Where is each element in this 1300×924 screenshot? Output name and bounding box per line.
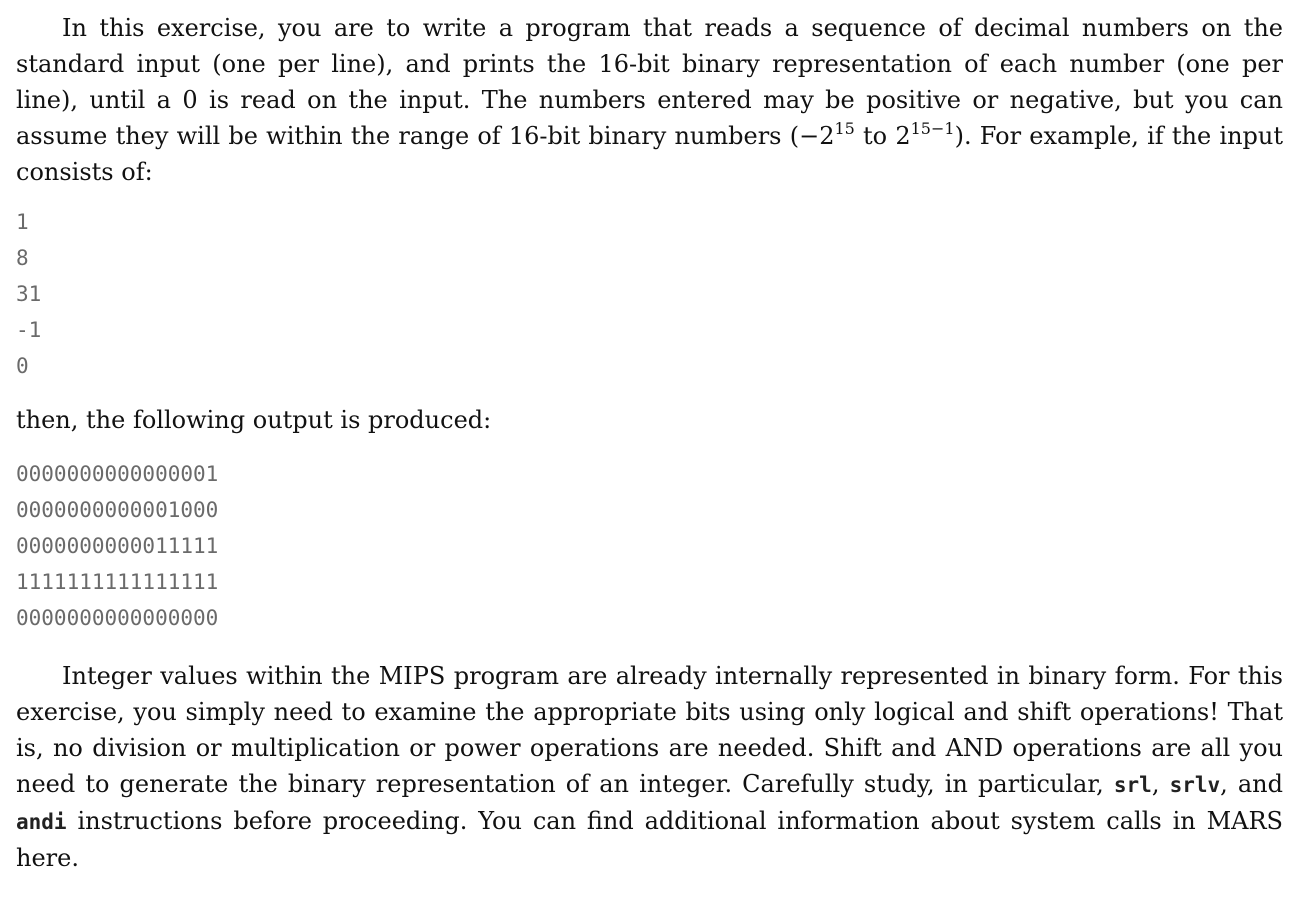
output-line: 0000000000000001 [16,462,219,486]
range-high [895,119,955,150]
input-line: 0 [16,354,29,378]
exercise-document [16,10,1283,876]
explanation-text-end: instructions before proceeding. You can find additional information about system calls in MARS here. [16,807,1283,872]
separator: , [1151,770,1170,798]
output-line: 0000000000001000 [16,498,219,522]
output-example-block [16,456,1283,636]
output-line: 0000000000000000 [16,606,219,630]
range-low-base: −2 [799,122,835,150]
spacer [16,648,1283,658]
intro-text: In this exercise, you are to write a program that reads a sequence of decimal numbers on the standard input (one per line), and prints the 16-bit binary representation of each number (one per line), until a 0 is read on the input. The numbers entered may be positive or negative, but you can assume they will be within the range of 16-bit binary numbers ( [16,14,1283,150]
range-low [799,119,855,150]
intro-text-end: ). For example, if the input consists of: [16,122,1283,186]
range-to-text: to [854,122,896,150]
input-line: 1 [16,210,29,234]
output-line: 1111111111111111 [16,570,219,594]
explanation-text: Integer values within the MIPS program are already internally represented in binary form. For this exercise, you simply need to examine the appropriate bits using only logical and shift operations! That is, no division or multiplication or power operations are needed. Shift and AND operations are all you need to generate the binary representation of an integer. Carefully study, in particular, [16,662,1283,798]
andi-instruction: andi [16,810,67,834]
output-intro-text: then, the following output is produced: [16,406,492,434]
separator: , and [1220,770,1283,798]
explanation-paragraph [16,658,1283,876]
range-high-exponent: 15−1 [910,119,955,138]
input-example-block [16,204,1283,384]
input-line: -1 [16,318,42,342]
input-line: 31 [16,282,42,306]
srl-instruction: srl [1113,773,1152,797]
srlv-instruction: srlv [1169,773,1221,797]
range-high-base: 2 [895,122,911,150]
intro-paragraph [16,10,1283,190]
range-low-exponent: 15 [834,119,855,138]
output-line: 0000000000011111 [16,534,219,558]
input-line: 8 [16,246,29,270]
